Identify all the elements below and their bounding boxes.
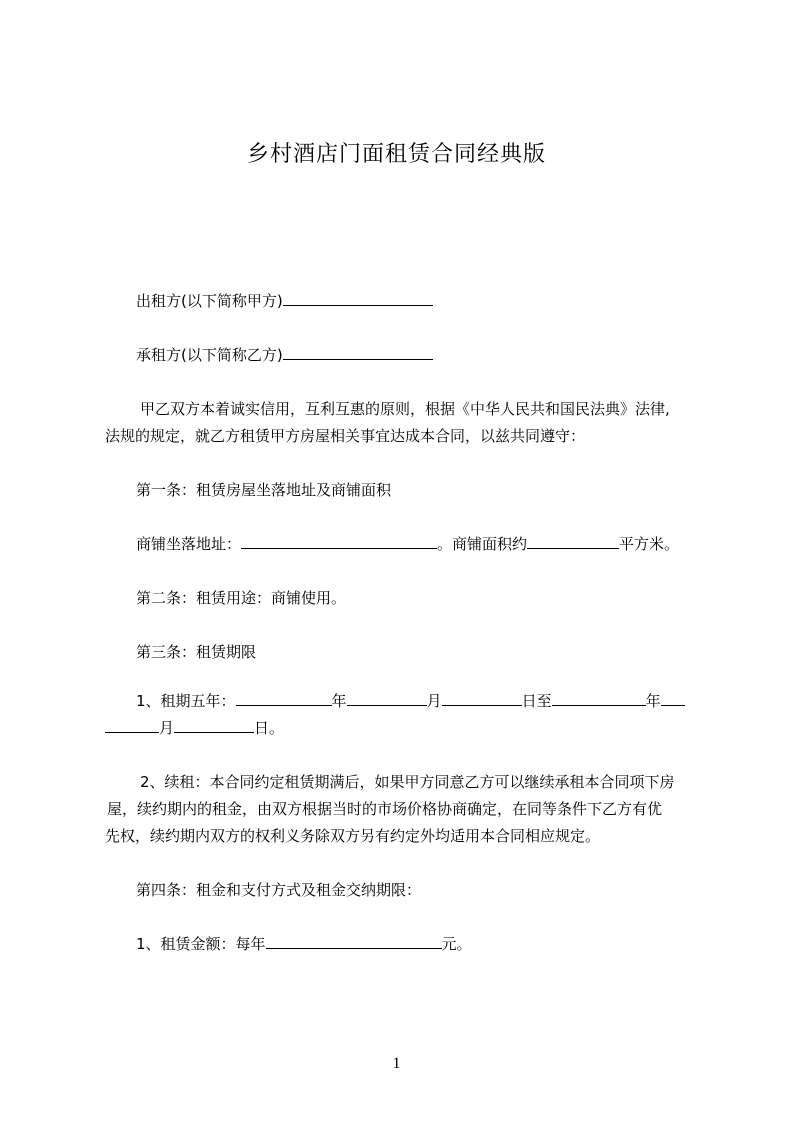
lessor-blank[interactable] xyxy=(283,291,433,306)
end-day-label: 日。 xyxy=(254,719,285,737)
end-month-blank-part2[interactable] xyxy=(105,718,159,733)
day-to-label: 日至 xyxy=(521,692,552,710)
end-day-blank[interactable] xyxy=(174,718,254,733)
address-label: 商铺坐落地址： xyxy=(136,535,242,553)
document-title: 乡村酒店门面租赁合同经典版 xyxy=(246,142,546,167)
area-blank[interactable] xyxy=(527,534,619,549)
start-year-label: 年 xyxy=(331,692,347,710)
rent-amount-line xyxy=(136,934,736,954)
start-day-blank[interactable] xyxy=(442,691,522,706)
rent-amount-unit: 元。 xyxy=(441,935,472,953)
renewal-line-1: 2、续租：本合同约定租赁期满后，如果甲方同意乙方可以继续承租本合同项下房 xyxy=(140,773,675,791)
article1-heading: 第一条：租赁房屋坐落地址及商铺面积 xyxy=(136,481,392,499)
rent-amount-label: 1、租赁金额：每年 xyxy=(136,935,266,953)
area-label: 。商铺面积约 xyxy=(437,535,528,553)
start-month-label: 月 xyxy=(426,692,442,710)
article3-heading: 第三条：租赁期限 xyxy=(136,643,257,661)
end-month-blank-part1[interactable] xyxy=(661,691,685,706)
start-month-blank[interactable] xyxy=(347,691,427,706)
term-line-2 xyxy=(105,718,705,738)
end-month-label: 月 xyxy=(159,719,175,737)
article4-heading: 第四条：租金和支付方式及租金交纳期限： xyxy=(136,881,422,899)
term-line-1 xyxy=(136,691,736,711)
lessee-label: 承租方(以下简称乙方) xyxy=(136,346,283,364)
start-year-blank[interactable] xyxy=(236,691,332,706)
area-unit: 平方米。 xyxy=(619,535,680,553)
lessee-blank[interactable] xyxy=(283,345,433,360)
lessee-line xyxy=(136,345,736,365)
end-year-blank[interactable] xyxy=(552,691,646,706)
renewal-line-3: 先权，续约期内双方的权利义务除双方另有约定外均适用本合同相应规定。 xyxy=(105,827,601,845)
address-blank[interactable] xyxy=(241,534,437,549)
page-number: 1 xyxy=(392,1055,401,1072)
address-line xyxy=(136,534,736,554)
article2-heading: 第二条：租赁用途：商铺使用。 xyxy=(136,589,347,607)
rent-amount-blank[interactable] xyxy=(266,934,442,949)
lessor-label: 出租方(以下简称甲方) xyxy=(136,292,283,310)
preamble-line-1: 甲乙双方本着诚实信用，互利互惠的原则，根据《中华人民共和国民法典》法律, xyxy=(140,400,670,418)
term-label: 1、租期五年： xyxy=(136,692,236,710)
end-year-label: 年 xyxy=(645,692,661,710)
preamble-line-2: 法规的规定，就乙方租赁甲方房屋相关事宜达成本合同，以兹共同遵守： xyxy=(105,427,586,445)
lessor-line xyxy=(136,291,736,311)
renewal-line-2: 屋，续约期内的租金，由双方根据当时的市场价格协商确定，在同等条件下乙方有优 xyxy=(107,800,663,818)
